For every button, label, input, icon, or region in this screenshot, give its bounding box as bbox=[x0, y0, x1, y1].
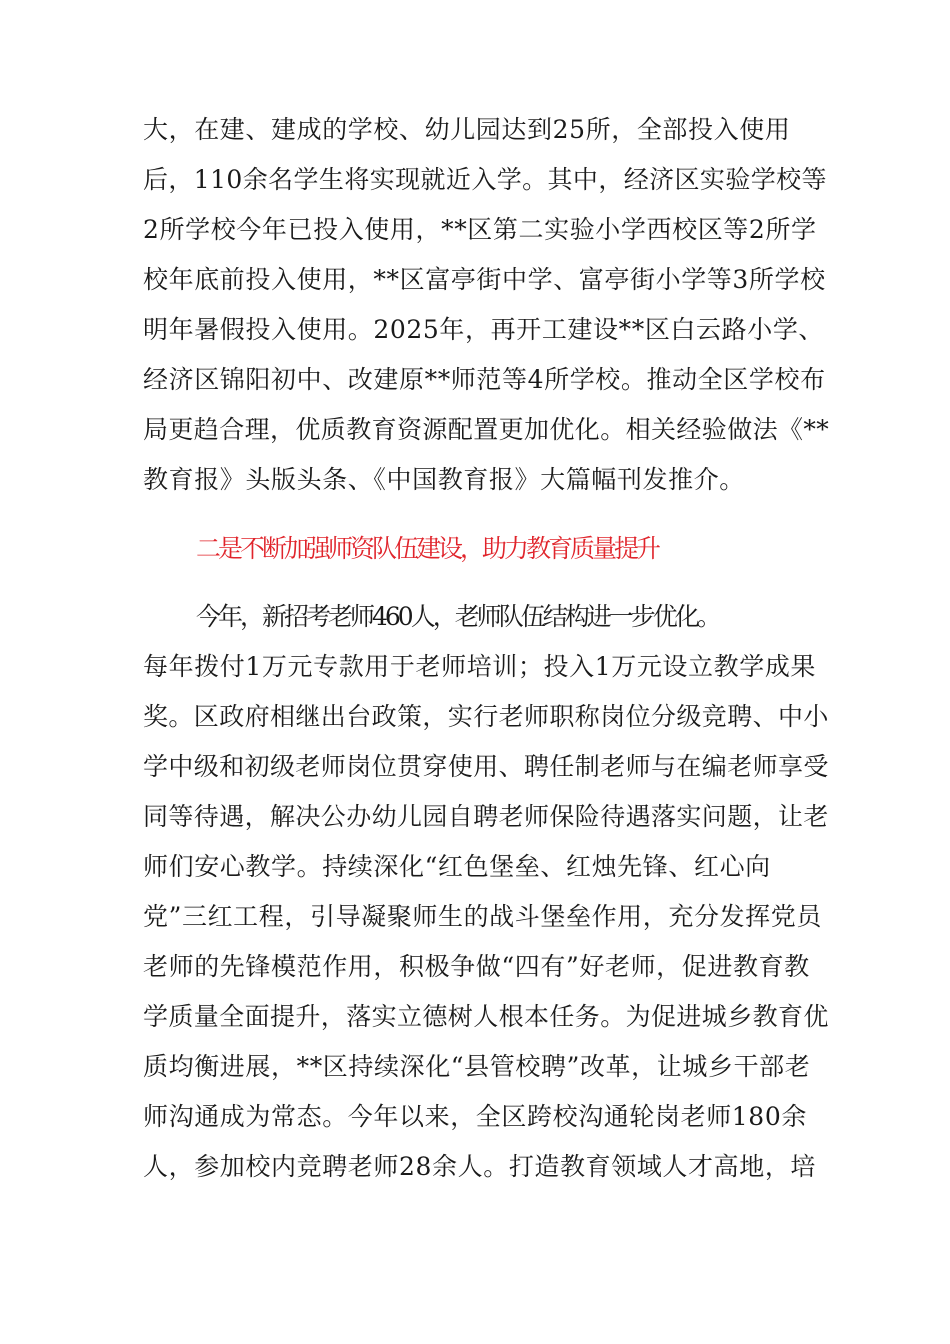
text-line: 明年暑假投入使用。2025年，再开工建设**区白云路小学、 bbox=[143, 315, 825, 344]
text-line: 每年拨付1万元专款用于老师培训；投入1万元设立教学成果 bbox=[143, 652, 817, 681]
text-line: 老师的先锋模范作用，积极争做“四有”好老师，促进教育教 bbox=[143, 952, 810, 981]
text-line: 师们安心教学。持续深化“红色堡垒、红烛先锋、红心向 bbox=[143, 852, 771, 881]
section-heading: 二是不断加强师资队伍建设，助力教育质量提升 bbox=[196, 534, 659, 563]
text-line: 教育报》头版头条、《中国教育报》大篇幅刊发推介。 bbox=[143, 465, 745, 494]
text-line: 今年，新招考老师460人，老师队伍结构进一步优化。 bbox=[196, 602, 719, 631]
text-line: 2所学校今年已投入使用，**区第二实验小学西校区等2所学 bbox=[143, 215, 817, 244]
text-line: 师沟通成为常态。今年以来，全区跨校沟通轮岗老师180余 bbox=[143, 1102, 807, 1131]
text-line: 局更趋合理，优质教育资源配置更加优化。相关经验做法《** bbox=[143, 415, 830, 444]
text-line: 人，参加校内竞聘老师28余人。打造教育领域人才高地，培 bbox=[143, 1152, 817, 1181]
text-line: 经济区锦阳初中、改建原**师范等4所学校。推动全区学校布 bbox=[143, 365, 826, 394]
text-line: 同等待遇，解决公办幼儿园自聘老师保险待遇落实问题，让老 bbox=[143, 802, 829, 831]
text-line: 后，110余名学生将实现就近入学。其中，经济区实验学校等 bbox=[143, 165, 827, 194]
text-line: 学中级和初级老师岗位贯穿使用、聘任制老师与在编老师享受 bbox=[143, 752, 829, 781]
text-line: 党”三红工程，引导凝聚师生的战斗堡垒作用，充分发挥党员 bbox=[143, 902, 822, 931]
text-line: 校年底前投入使用，**区富亭街中学、富亭街小学等3所学校 bbox=[143, 265, 826, 294]
text-line: 质均衡进展，**区持续深化“县管校聘”改革，让城乡干部老 bbox=[143, 1052, 811, 1081]
text-line: 奖。区政府相继出台政策，实行老师职称岗位分级竞聘、中小 bbox=[143, 702, 829, 731]
text-line: 学质量全面提升，落实立德树人根本任务。为促进城乡教育优 bbox=[143, 1002, 829, 1031]
text-line: 大，在建、建成的学校、幼儿园达到25所，全部投入使用 bbox=[143, 115, 791, 144]
